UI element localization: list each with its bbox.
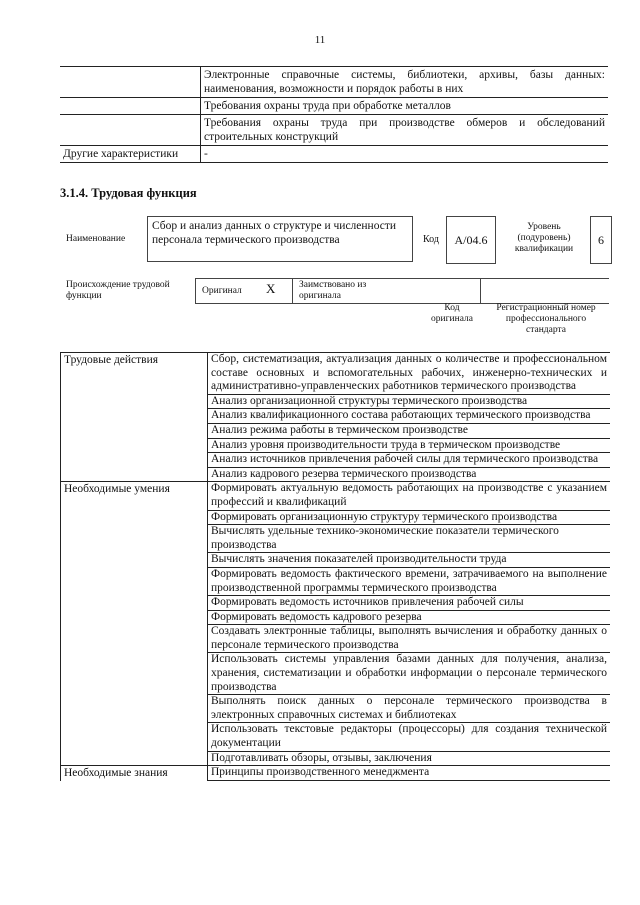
- registration-number-label: Регистрационный номер профессионального стандарта: [496, 303, 596, 335]
- list-item: Принципы производственного менеджмента: [208, 766, 611, 781]
- list-item: Выполнять поиск данных о персонале термического производства в электронных справочных системах и библиотеках: [208, 695, 611, 723]
- list-item: Формировать ведомость кадрового резерва: [208, 610, 611, 625]
- function-details-table: [60, 352, 610, 781]
- row-text: Требования охраны труда при обработке металлов: [204, 100, 451, 112]
- qualification-level-box: 6: [590, 216, 612, 264]
- table-row: [61, 766, 611, 781]
- list-item: Создавать электронные таблицы, выполнять вычисления и обработку данных о персонале термического производства: [208, 625, 611, 653]
- list-item: Формировать организационную структуру термического производства: [208, 510, 611, 525]
- list-item: Подготавливать обзоры, отзывы, заключения: [208, 751, 611, 766]
- original-cell: [195, 279, 292, 303]
- row-text: Электронные справочные системы, библиотеки, архивы, базы данных: наименования, возможности и порядок работы в них: [204, 69, 605, 95]
- function-code-box: A/04.6: [446, 216, 496, 264]
- list-item: Вычислять значения показателей производительности труда: [208, 553, 611, 568]
- name-label: Наименование: [66, 234, 126, 244]
- code-label: Код: [423, 234, 439, 245]
- list-item: Анализ кадрового резерва термического производства: [208, 467, 611, 482]
- list-item: Анализ режима работы в термическом производстве: [208, 423, 611, 438]
- reg-number-cell: [480, 279, 609, 303]
- function-name-box: Сбор и анализ данных о структуре и численности персонала термического производства: [147, 216, 413, 262]
- list-item: Сбор, систематизация, актуализация данных о количестве и профессиональном составе основных и вспомогательных рабочих, инженерно-технических и административно-управленческих работников термического производства: [208, 353, 611, 395]
- row-label: [60, 98, 201, 115]
- table-row: [60, 146, 608, 163]
- row-label: [60, 115, 201, 146]
- page-number: 11: [314, 34, 326, 46]
- labor-actions-label: Трудовые действия: [61, 353, 208, 482]
- table-row: [61, 353, 611, 395]
- row-label: [60, 67, 201, 98]
- qualification-level-label: Уровень (подуровень) квалификации: [514, 222, 574, 254]
- required-skills-label: Необходимые умения: [61, 482, 208, 766]
- other-characteristics-value: -: [204, 148, 208, 160]
- table-row: [60, 98, 608, 115]
- original-mark: X: [266, 281, 276, 296]
- row-text: Требования охраны труда при производстве обмеров и обследований строительных конструкций: [204, 117, 605, 143]
- list-item: Анализ квалификационного состава работающих термического производства: [208, 409, 611, 424]
- list-item: Использовать текстовые редакторы (процессоры) для создания технической документации: [208, 723, 611, 751]
- origin-label: Происхождение трудовой функции: [66, 280, 170, 301]
- list-item: Формировать ведомость фактического времени, затрачиваемого на выполнение производственной программы термического производства: [208, 567, 611, 595]
- table-row: [61, 482, 611, 510]
- list-item: Формировать актуальную ведомость работающих на производстве с указанием профессий и квалификаций: [208, 482, 611, 510]
- borrowed-cell: [292, 279, 480, 303]
- list-item: Использовать системы управления базами данных для получения, анализа, хранения, систематизации и обработки информации о персонале термического производства: [208, 653, 611, 695]
- table-row: [60, 115, 608, 146]
- section-title: 3.1.4. Трудовая функция: [60, 186, 197, 200]
- table-row: [60, 67, 608, 98]
- list-item: Вычислять удельные технико-экономические показатели термического производства: [208, 525, 611, 553]
- list-item: Анализ уровня производительности труда в термическом производстве: [208, 438, 611, 453]
- original-label: Оригинал: [202, 286, 242, 296]
- list-item: Формировать ведомость источников привлечения рабочей силы: [208, 596, 611, 611]
- top-continuation-table: [60, 66, 608, 163]
- list-item: Анализ организационной структуры термического производства: [208, 394, 611, 409]
- other-characteristics-label: Другие характеристики: [60, 146, 201, 163]
- origin-row: [195, 278, 609, 304]
- original-code-label: Код оригинала: [431, 303, 473, 324]
- borrowed-label: Заимствовано из оригинала: [299, 280, 367, 301]
- list-item: Анализ источников привлечения рабочей силы для термического производства: [208, 453, 611, 468]
- required-knowledge-label: Необходимые знания: [61, 766, 208, 781]
